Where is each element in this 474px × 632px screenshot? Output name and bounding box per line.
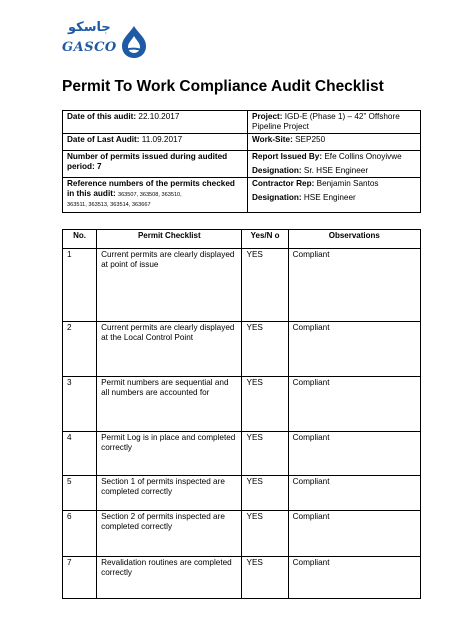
reference-label: Reference numbers of the permits checked in this audit: xyxy=(67,179,235,198)
project-cell xyxy=(248,111,421,134)
row-observation: Compliant xyxy=(288,476,420,511)
table-row xyxy=(63,322,421,377)
reference-values-line2: 363511, 363513, 363514, 363667 xyxy=(67,202,151,208)
gasco-logo xyxy=(62,18,152,64)
reference-numbers-cell xyxy=(63,178,248,213)
row-yes-no: YES xyxy=(242,322,288,377)
table-row xyxy=(63,377,421,432)
row-number: 5 xyxy=(63,476,97,511)
column-header-yes-no: Yes/N o xyxy=(242,230,288,249)
audit-info-table xyxy=(62,110,421,213)
row-yes-no: YES xyxy=(242,476,288,511)
last-audit-cell xyxy=(63,134,248,151)
contractor-value: Benjamin Santos xyxy=(316,179,379,188)
row-checklist-item: Current permits are clearly displayed at the Local Control Point xyxy=(97,322,242,377)
permits-issued-cell xyxy=(63,151,248,178)
worksite-label: Work-Site: xyxy=(252,135,293,144)
designation-value: Sr. HSE Engineer xyxy=(303,166,369,175)
worksite-cell xyxy=(248,134,421,151)
table-row xyxy=(63,557,421,599)
permits-issued-value: 7 xyxy=(97,162,102,171)
worksite-value: SEP250 xyxy=(295,135,326,144)
project-label: Project: xyxy=(252,112,283,121)
date-of-audit-label: Date of this audit: xyxy=(67,112,137,121)
report-issued-cell xyxy=(248,151,421,178)
designation-value: HSE Engineer xyxy=(303,193,356,202)
row-yes-no: YES xyxy=(242,249,288,322)
document-title: Permit To Work Compliance Audit Checklist xyxy=(62,78,384,95)
contractor-label: Contractor Rep: xyxy=(252,179,315,188)
row-number: 2 xyxy=(63,322,97,377)
row-observation: Compliant xyxy=(288,322,420,377)
designation-label: Designation: xyxy=(252,193,302,202)
row-checklist-item: Section 2 of permits inspected are completed correctly xyxy=(97,511,242,557)
row-observation: Compliant xyxy=(288,249,420,322)
row-number: 6 xyxy=(63,511,97,557)
row-checklist-item: Current permits are clearly displayed at point of issue xyxy=(97,249,242,322)
row-yes-no: YES xyxy=(242,557,288,599)
row-yes-no: YES xyxy=(242,511,288,557)
report-by-label: Report Issued By: xyxy=(252,152,323,161)
date-of-audit-cell xyxy=(63,111,248,134)
row-number: 7 xyxy=(63,557,97,599)
column-header-permit-checklist: Permit Checklist xyxy=(97,230,242,249)
designation-label: Designation: xyxy=(252,166,302,175)
column-header-no: No. xyxy=(63,230,97,249)
row-observation: Compliant xyxy=(288,511,420,557)
row-number: 3 xyxy=(63,377,97,432)
row-yes-no: YES xyxy=(242,432,288,476)
row-observation: Compliant xyxy=(288,377,420,432)
row-number: 4 xyxy=(63,432,97,476)
logo-arabic-text: جاسكو xyxy=(68,20,111,35)
reference-values-line1: 363507, 363508, 363510, xyxy=(117,192,182,198)
row-checklist-item: Permit Log is in place and completed correctly xyxy=(97,432,242,476)
project-value: IGD-E (Phase 1) – 42” Offshore Pipeline Project xyxy=(252,112,400,131)
last-audit-value: 11.09.2017 xyxy=(141,135,183,144)
table-row xyxy=(63,432,421,476)
column-header-observations: Observations xyxy=(288,230,420,249)
date-of-audit-value: 22.10.2017 xyxy=(138,112,180,121)
contractor-rep-cell xyxy=(248,178,421,213)
permit-checklist-table xyxy=(62,229,421,599)
table-row xyxy=(63,476,421,511)
row-checklist-item: Revalidation routines are completed correctly xyxy=(97,557,242,599)
permits-issued-label: Number of permits issued during audited period: xyxy=(67,152,228,171)
row-yes-no: YES xyxy=(242,377,288,432)
flame-drop-icon xyxy=(117,24,151,60)
row-checklist-item: Permit numbers are sequential and all numbers are accounted for xyxy=(97,377,242,432)
row-observation: Compliant xyxy=(288,432,420,476)
row-number: 1 xyxy=(63,249,97,322)
table-row xyxy=(63,249,421,322)
row-checklist-item: Section 1 of permits inspected are completed correctly xyxy=(97,476,242,511)
report-by-value: Efe Collins Onoyivwe xyxy=(324,152,402,161)
logo-text: GASCO xyxy=(62,40,117,55)
table-row xyxy=(63,511,421,557)
row-observation: Compliant xyxy=(288,557,420,599)
last-audit-label: Date of Last Audit: xyxy=(67,135,140,144)
